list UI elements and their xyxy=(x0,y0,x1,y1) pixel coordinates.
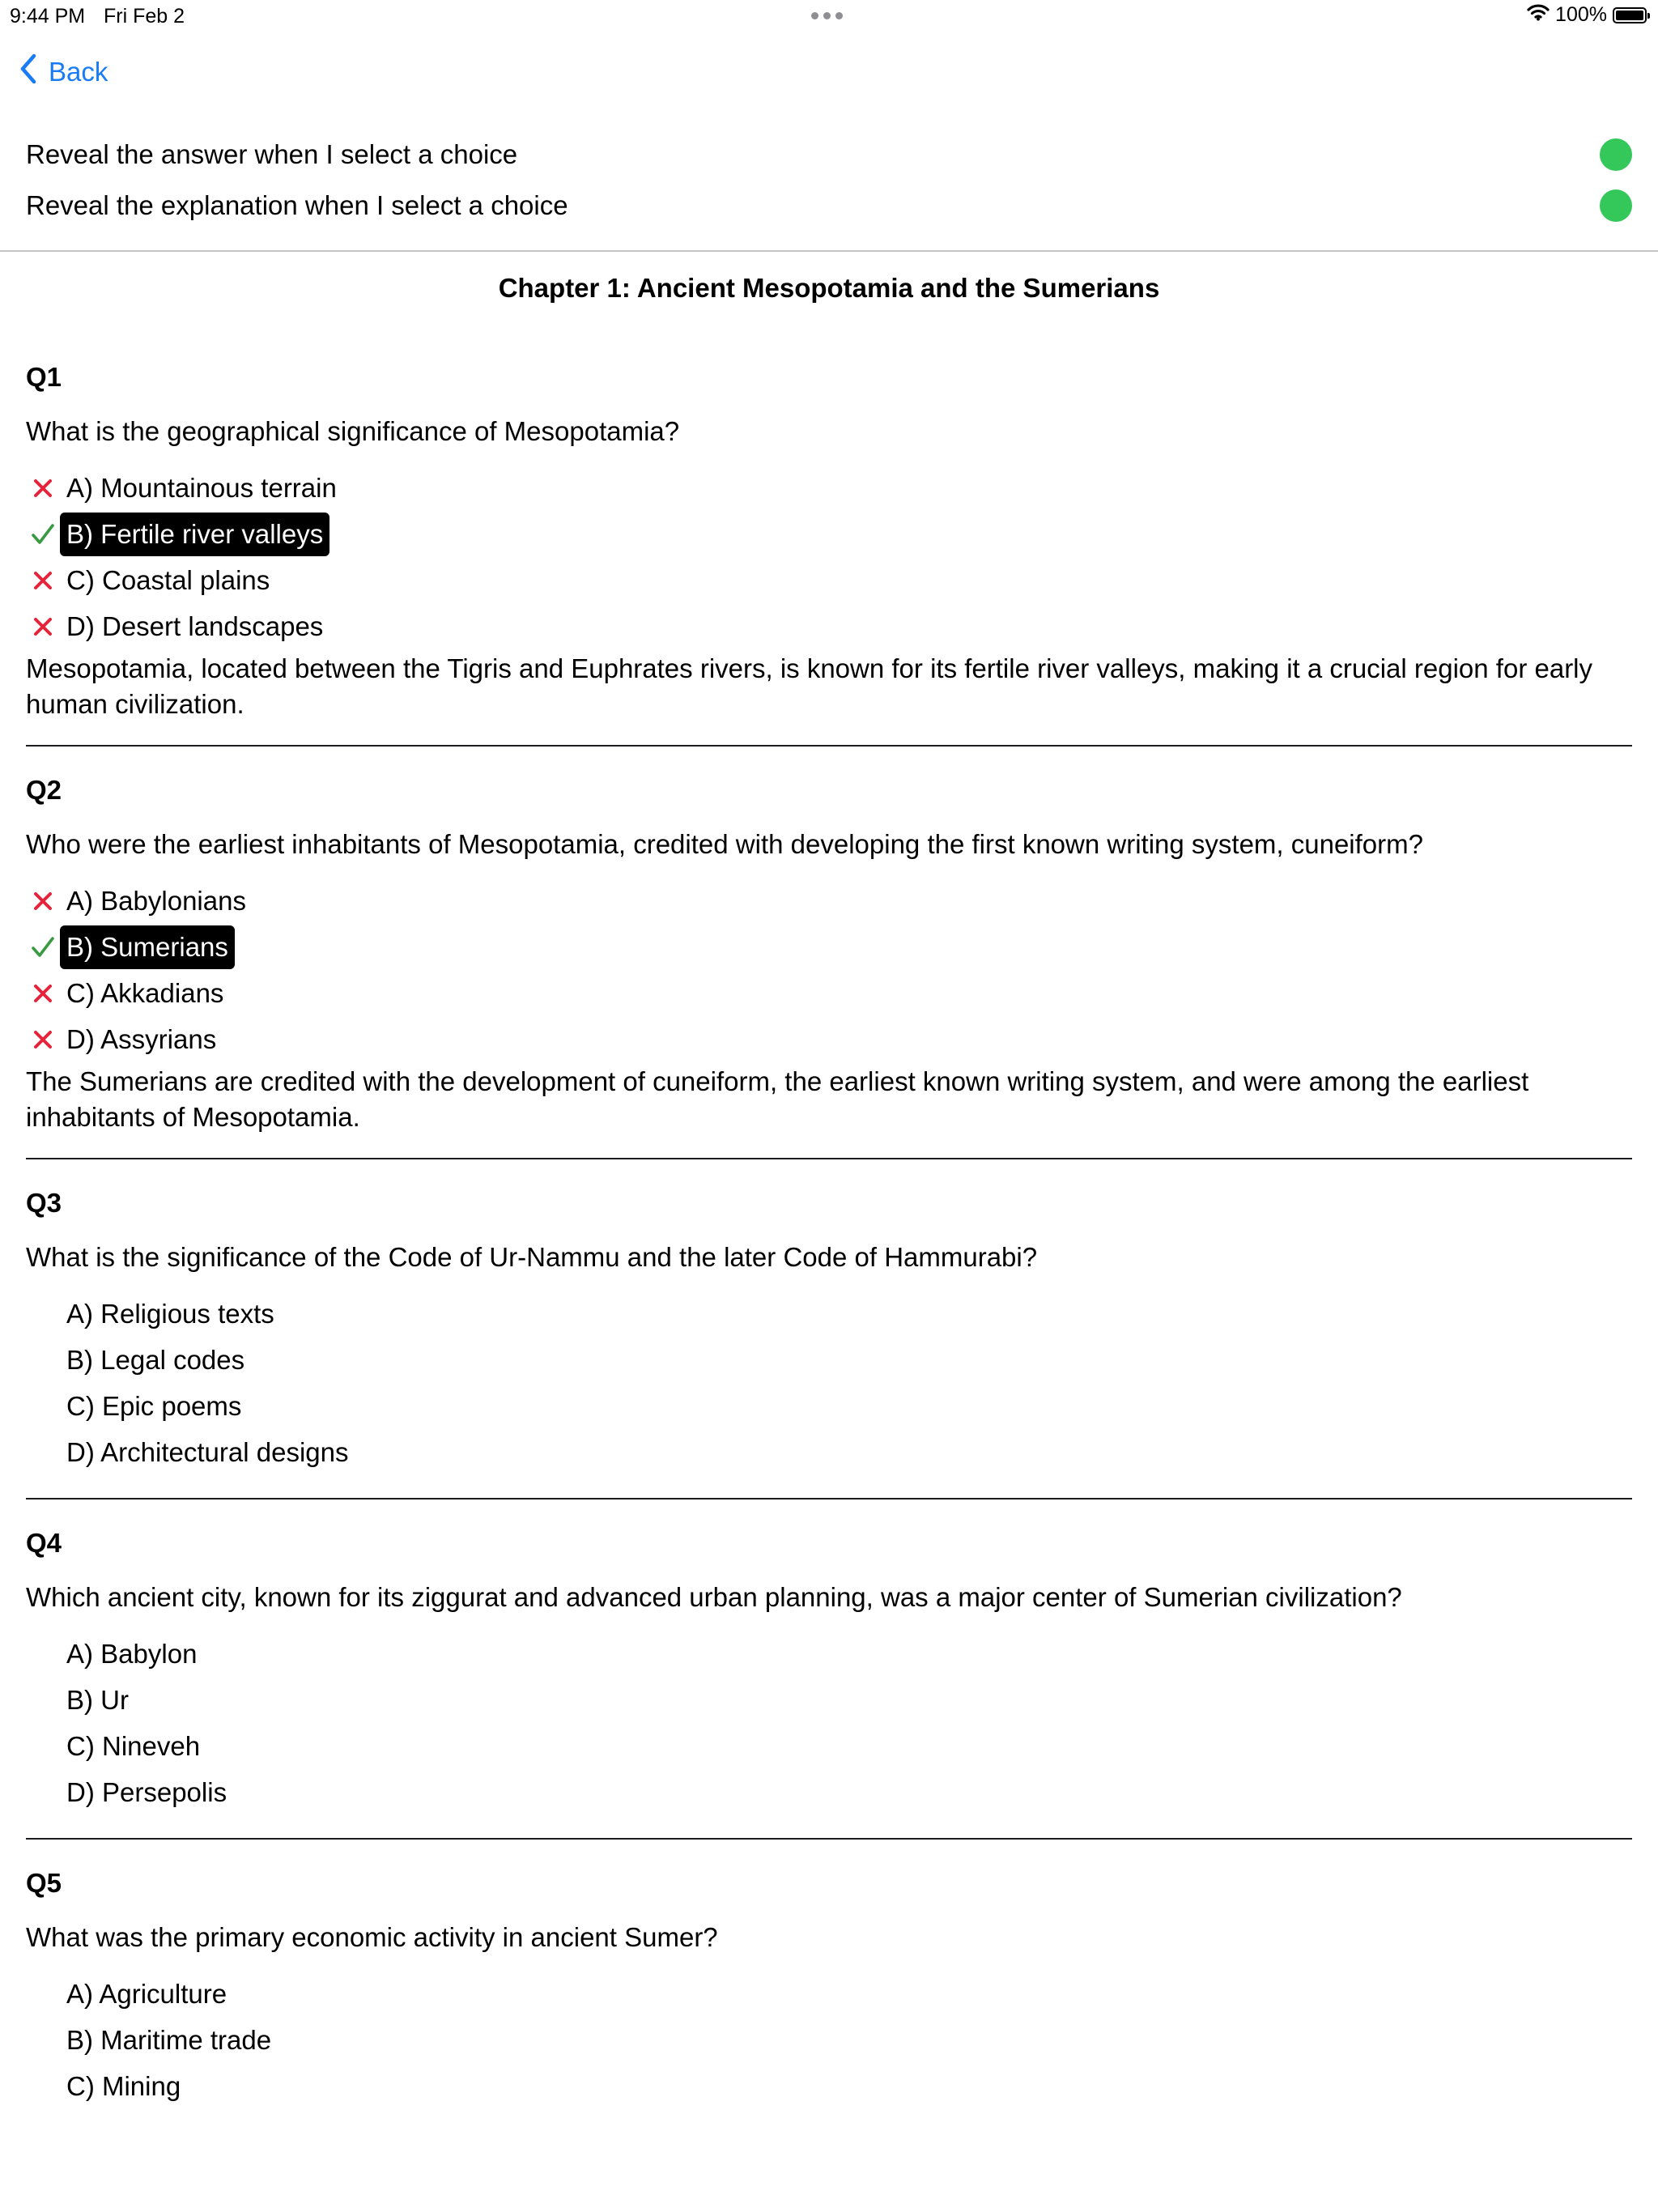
reveal-answer-toggle[interactable] xyxy=(1600,138,1632,171)
wifi-icon xyxy=(1527,3,1550,27)
battery-percent: 100% xyxy=(1555,3,1607,26)
answer-choice[interactable] xyxy=(26,1291,1632,1337)
cross-icon xyxy=(26,571,60,590)
cross-icon xyxy=(26,984,60,1003)
question-text: What is the geographical significance of Mesopotamia? xyxy=(26,416,680,446)
answer-choice[interactable] xyxy=(26,1383,1632,1429)
choice-label[interactable]: B) Ur xyxy=(66,1684,129,1715)
question-3 xyxy=(26,1182,1632,1499)
choice-label[interactable]: B) Legal codes xyxy=(66,1344,245,1375)
answer-choice[interactable] xyxy=(26,1016,1632,1062)
question-divider xyxy=(26,1498,1632,1499)
question-1 xyxy=(26,356,1632,747)
answer-choice[interactable] xyxy=(26,1337,1632,1383)
choice-label[interactable]: D) Assyrians xyxy=(66,1023,217,1054)
status-bar xyxy=(0,0,1658,36)
answer-choice[interactable] xyxy=(26,511,1632,557)
status-date: Fri Feb 2 xyxy=(104,5,185,28)
answer-choice[interactable] xyxy=(26,1769,1632,1815)
status-time: 9:44 PM xyxy=(10,5,86,28)
checkmark-icon xyxy=(26,936,60,959)
answer-choice[interactable] xyxy=(26,1631,1632,1677)
reveal-explanation-toggle[interactable] xyxy=(1600,189,1632,222)
back-label: Back xyxy=(49,57,108,87)
choice-label[interactable]: C) Nineveh xyxy=(66,1730,201,1761)
question-2 xyxy=(26,769,1632,1159)
question-text: Who were the earliest inhabitants of Mesopotamia, credited with developing the first known writing system, cuneiform? xyxy=(26,829,1423,859)
setting-reveal-explanation xyxy=(26,185,1632,226)
question-number: Q5 xyxy=(26,1868,62,1898)
cross-icon xyxy=(26,891,60,911)
choice-label[interactable]: C) Mining xyxy=(66,2070,181,2101)
choice-label[interactable]: D) Architectural designs xyxy=(66,1436,349,1467)
choice-label[interactable]: C) Coastal plains xyxy=(66,564,270,595)
choice-label[interactable]: C) Akkadians xyxy=(66,977,224,1008)
checkmark-icon xyxy=(26,523,60,546)
question-divider xyxy=(26,1158,1632,1159)
choice-label[interactable]: A) Agriculture xyxy=(66,1978,227,2009)
answer-choice[interactable] xyxy=(26,557,1632,603)
explanation-text: The Sumerians are credited with the development of cuneiform, the earliest known writing system, and were among the earliest inhabitants of Mesopotamia. xyxy=(26,1066,1529,1132)
selected-choice-label[interactable]: B) Sumerians xyxy=(60,925,235,969)
answer-choice[interactable] xyxy=(26,878,1632,924)
question-text: Which ancient city, known for its ziggurat and advanced urban planning, was a major center of Sumerian civilization? xyxy=(26,1582,1402,1612)
status-right xyxy=(1527,3,1647,27)
question-text: What is the significance of the Code of Ur-Nammu and the later Code of Hammurabi? xyxy=(26,1242,1038,1272)
question-number: Q1 xyxy=(26,362,62,392)
answer-choice[interactable] xyxy=(26,2017,1632,2063)
question-5 xyxy=(26,1862,1632,2109)
answer-choice[interactable] xyxy=(26,924,1632,970)
question-divider xyxy=(26,745,1632,747)
explanation-text: Mesopotamia, located between the Tigris and Euphrates rivers, is known for its fertile river valleys, making it a crucial region for early human civilization. xyxy=(26,653,1593,719)
answer-choice[interactable] xyxy=(26,970,1632,1016)
cross-icon xyxy=(26,617,60,636)
choice-label[interactable]: D) Desert landscapes xyxy=(66,610,324,641)
back-button[interactable] xyxy=(19,53,108,91)
answer-choice[interactable] xyxy=(26,1971,1632,2017)
cross-icon xyxy=(26,479,60,498)
answer-choice[interactable] xyxy=(26,1677,1632,1723)
answer-choice[interactable] xyxy=(26,1429,1632,1475)
chapter-title: Chapter 1: Ancient Mesopotamia and the Sumerians xyxy=(498,273,1160,303)
setting-label: Reveal the explanation when I select a choice xyxy=(26,190,568,220)
question-4 xyxy=(26,1522,1632,1840)
answer-choice[interactable] xyxy=(26,465,1632,511)
question-number: Q2 xyxy=(26,775,62,805)
question-divider xyxy=(26,1838,1632,1840)
choice-label[interactable]: C) Epic poems xyxy=(66,1390,242,1421)
divider xyxy=(0,250,1658,252)
choice-label[interactable]: B) Maritime trade xyxy=(66,2024,272,2055)
choice-label[interactable]: A) Mountainous terrain xyxy=(66,472,337,503)
chevron-left-icon xyxy=(19,53,37,91)
answer-choice[interactable] xyxy=(26,603,1632,649)
choice-label[interactable]: A) Babylon xyxy=(66,1638,198,1669)
battery-icon xyxy=(1613,7,1647,23)
answer-choice[interactable] xyxy=(26,2063,1632,2109)
multitasking-dots-icon[interactable] xyxy=(811,12,843,19)
question-list xyxy=(26,356,1632,2109)
answer-choice[interactable] xyxy=(26,1723,1632,1769)
selected-choice-label[interactable]: B) Fertile river valleys xyxy=(60,513,329,556)
setting-reveal-answer xyxy=(26,134,1632,175)
question-text: What was the primary economic activity in ancient Sumer? xyxy=(26,1922,718,1952)
question-number: Q4 xyxy=(26,1528,62,1558)
question-number: Q3 xyxy=(26,1188,62,1218)
setting-label: Reveal the answer when I select a choice xyxy=(26,139,518,169)
choice-label[interactable]: A) Babylonians xyxy=(66,885,246,916)
choice-label[interactable]: A) Religious texts xyxy=(66,1298,274,1329)
choice-label[interactable]: D) Persepolis xyxy=(66,1776,227,1807)
cross-icon xyxy=(26,1030,60,1049)
